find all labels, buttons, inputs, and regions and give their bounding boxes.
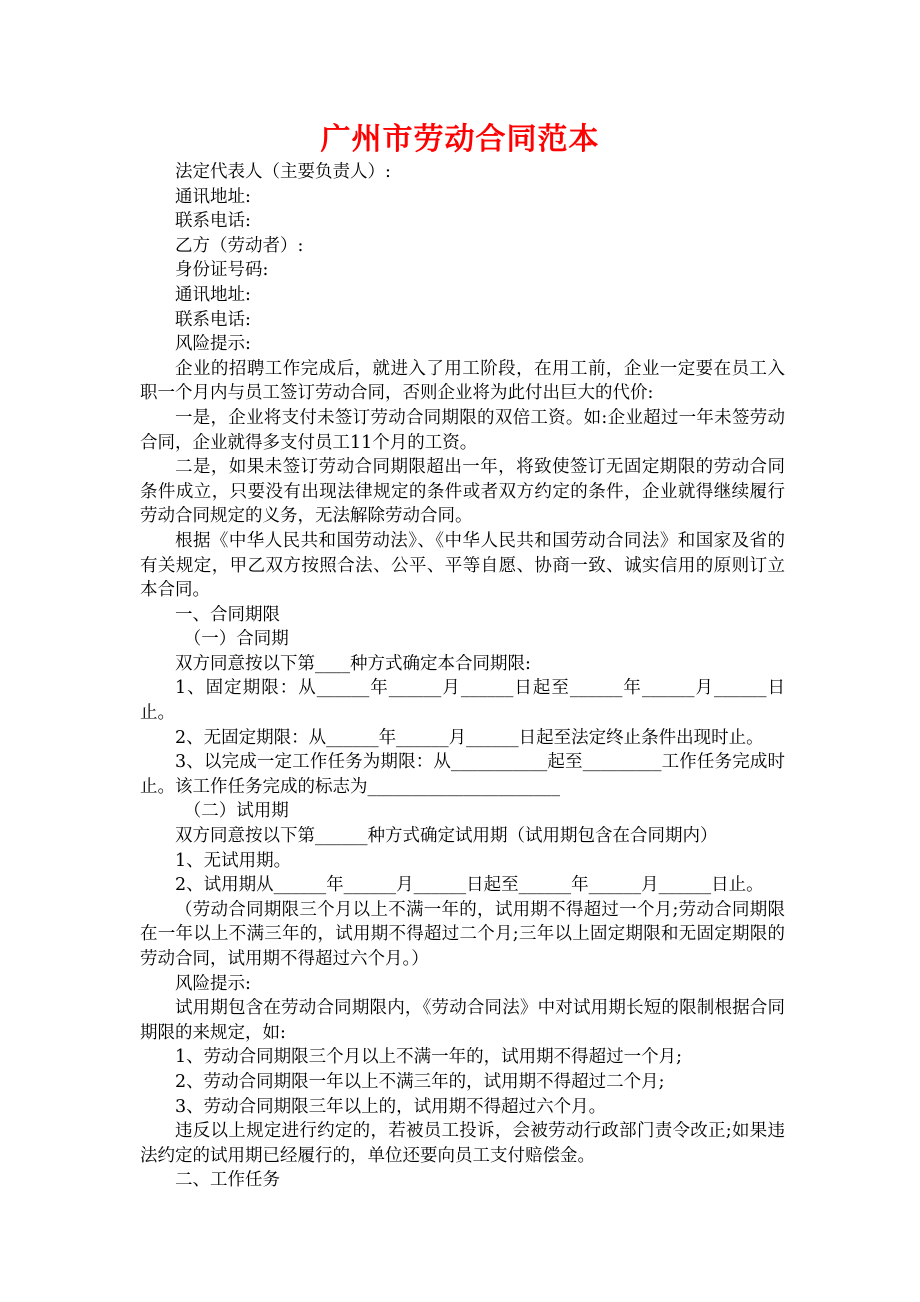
paragraph: 乙方（劳动者）: bbox=[175, 235, 304, 256]
subsection-heading: （二）试用期 bbox=[183, 801, 289, 822]
paragraph: 一是，企业将支付未签订劳动合同期限的双倍工资。如:企业超过一年未签劳动合同，企业就得多支付员工11个月的工资。 bbox=[140, 407, 785, 453]
paragraph: 联系电话: bbox=[175, 211, 251, 232]
paragraph: 双方同意按以下第____种方式确定本合同期限: bbox=[175, 653, 531, 674]
paragraph: 1、劳动合同期限三个月以上不满一年的，试用期不得超过一个月; bbox=[175, 1047, 683, 1068]
paragraph: （劳动合同期限三个月以上不满一年的，试用期不得超过一个月;劳动合同期限在一年以上不满三年的，试用期不得超过二个月;三年以上固定期限和无固定期限的劳动合同，试用期不得超过六个月。） bbox=[140, 899, 785, 969]
paragraph: 3、劳动合同期限三年以上的，试用期不得超过六个月。 bbox=[175, 1096, 607, 1117]
paragraph: 1、无试用期。 bbox=[175, 850, 292, 871]
paragraph: 2、试用期从______年______月______日起至______年______月______日止。 bbox=[175, 875, 764, 896]
section-heading: 二、工作任务 bbox=[175, 1170, 280, 1191]
paragraph: 2、劳动合同期限一年以上不满三年的，试用期不得超过二个月; bbox=[175, 1071, 665, 1092]
paragraph: 二是，如果未签订劳动合同期限超出一年，将致使签订无固定期限的劳动合同条件成立，只要没有出现法律规定的条件或者双方约定的条件，企业就得继续履行劳动合同规定的义务，无法解除劳动合同。 bbox=[140, 457, 785, 527]
paragraph: 试用期包含在劳动合同期限内，《劳动合同法》中对试用期长短的限制根据合同期限的来规定，如: bbox=[140, 998, 785, 1043]
paragraph: 根据《中华人民共和国劳动法》、《中华人民共和国劳动合同法》和国家及省的有关规定，甲乙双方按照合法、公平、平等自愿、协商一致、诚实信用的原则订立本合同。 bbox=[140, 530, 785, 601]
paragraph: 风险提示: bbox=[175, 334, 251, 355]
paragraph: 联系电话: bbox=[175, 309, 251, 330]
paragraph: 双方同意按以下第______种方式确定试用期（试用期包含在合同期内） bbox=[175, 826, 718, 847]
paragraph: 3、以完成一定工作任务为期限：从___________起至_________工作任务完成时止。该工作任务完成的标志为______________________ bbox=[140, 752, 785, 797]
paragraph: 风险提示: bbox=[175, 973, 251, 994]
section-heading: 一、合同期限 bbox=[175, 604, 280, 625]
paragraph: 2、无固定期限：从______年______月______日起至法定终止条件出现时止。 bbox=[175, 727, 764, 748]
paragraph: 1、固定期限：从______年______月______日起至______年______月______日止。 bbox=[140, 678, 785, 724]
document-body bbox=[140, 160, 785, 1193]
paragraph: 法定代表人（主要负责人）: bbox=[175, 162, 391, 182]
paragraph: 违反以上规定进行约定的，若被员工投诉，会被劳动行政部门责令改正;如果违法约定的试用期已经履行的，单位还要向员工支付赔偿金。 bbox=[140, 1121, 785, 1166]
paragraph: 通讯地址: bbox=[175, 186, 251, 207]
paragraph: 通讯地址: bbox=[175, 284, 251, 305]
paragraph: 身份证号码: bbox=[175, 260, 269, 281]
subsection-heading: （一）合同期 bbox=[183, 629, 289, 650]
paragraph: 企业的招聘工作完成后，就进入了用工阶段，在用工前，企业一定要在员工入职一个月内与员工签订劳动合同，否则企业将为此付出巨大的代价: bbox=[140, 358, 785, 404]
document-title: 广州市劳动合同范本 bbox=[320, 122, 600, 157]
